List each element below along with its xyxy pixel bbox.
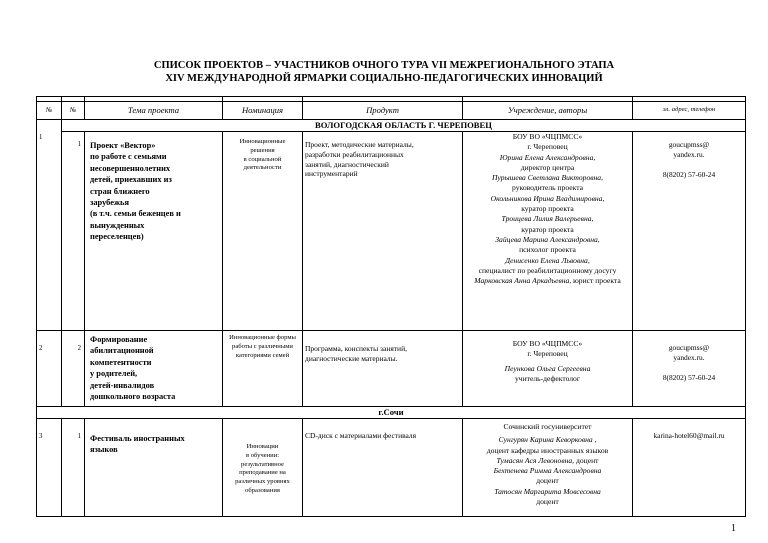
table-header-row [37,102,746,120]
project-product: Проект, методические материалы, разработки реабилитационных занятий, диагностический инструментарий [303,132,463,331]
row-subnumber: 1 [62,419,85,517]
project-product: CD-диск с материалами фестиваля [303,419,463,517]
project-theme: Фестиваль иностранных языков [85,419,223,517]
header-theme: Тема проекта [85,102,223,120]
row-subnumber: 1 [62,132,85,331]
document-title-line1: СПИСОК ПРОЕКТОВ – УЧАСТНИКОВ ОЧНОГО ТУРА VII МЕЖРЕГИОНАЛЬНОГО ЭТАПА [153,60,615,71]
table-row [37,132,746,331]
header-num1: № [37,102,62,120]
project-nomination: Инновационные формы работы с различными категориями семей [223,331,303,407]
project-institution: БОУ ВО «ЧЦПМСС» г. Череповец Юрина Елена Александровна, директор центра Пурышева Светлана Викторовна, руководитель проекта Окольникова Ирина Владимировна, куратор проекта Троицева Лилия Валерьевна, куратор проекта Зайцева Марина Александровна, психолог проекта Денисенко Елена Львовна, специалист по реабилитационному досугу Марковская Анна Аркадьевна, юрист проекта [463,132,633,331]
header-institution: Учреждение, авторы [463,102,633,120]
project-institution: БОУ ВО «ЧЦПМСС» г. Череповец Пеункова Ольга Сергеевна учитель-дефектолог [463,331,633,407]
project-nomination: Инновационные решения в социальной деятельности [223,132,303,331]
region-label: ВОЛОГОДСКАЯ ОБЛАСТЬ Г. ЧЕРЕПОВЕЦ [62,120,746,132]
project-theme: Проект «Вектор» по работе с семьями несовершеннолетних детей, приехавших из стран ближнего зарубежья (в т.ч. семьи беженцев и вынужденных переселенцев) [85,132,223,331]
page-number: 1 [731,523,736,534]
row-number: 2 [37,331,62,407]
document-title-line2: XIV МЕЖДУНАРОДНОЙ ЯРМАРКИ СОЦИАЛЬНО-ПЕДАГОГИЧЕСКИХ ИННОВАЦИЙ [165,73,603,84]
project-theme: Формирование абилитационной компетентности у родителей, детей-инвалидов дошкольного возраста [85,331,223,407]
row-number: 1 [37,132,62,331]
projects-table [36,96,746,517]
region-row-vologda [37,120,746,132]
project-contacts: goucцpmss@ yandex.ru. 8(8202) 57-60-24 [633,331,746,407]
project-product: Программа, конспекты занятий, диагностические материалы. [303,331,463,407]
row-subnumber: 2 [62,331,85,407]
project-institution: Сочинский госуниверситет Сунгурян Карина Кеворковна , доцент кафедры иностранных языков Тумасян Ася Левоновна, доцент Бехтенева Римма Александровна доцент Татосян Маргарита Мовсесовна доцент [463,419,633,517]
region-row-sochi [37,407,746,419]
project-contacts: goucцpmss@ yandex.ru. 8(8202) 57-60-24 [633,132,746,331]
header-nomination: Номинация [223,102,303,120]
header-contacts: эл. адрес, телефон [633,102,746,120]
project-nomination: Инновации в обучении: результативное преподавание на различных уровнях образования [223,419,303,517]
region-label: г.Сочи [37,407,746,419]
header-product: Продукт [303,102,463,120]
header-num2: № [62,102,85,120]
table-row [37,419,746,517]
project-contacts: karina-hotel60@mail.ru [633,419,746,517]
table-row [37,331,746,407]
row-number: 3 [37,419,62,517]
